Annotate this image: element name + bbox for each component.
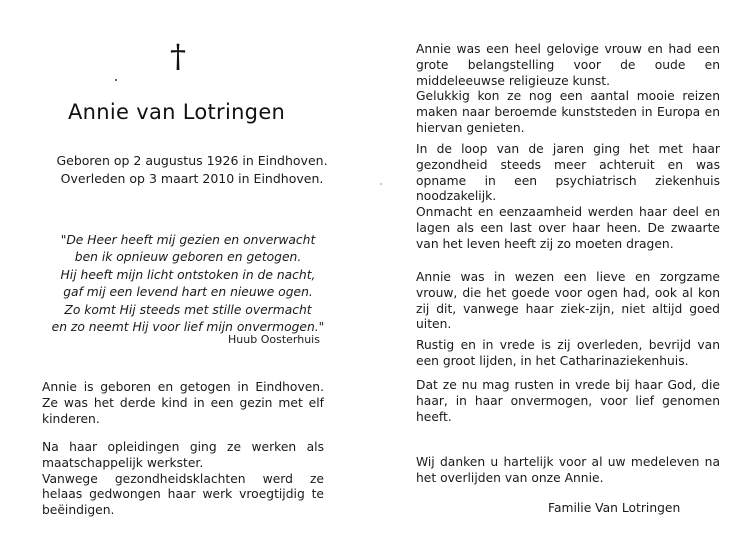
family-signature: Familie Van Lotringen bbox=[548, 501, 681, 515]
right-paragraph-1 bbox=[416, 42, 720, 137]
poem-line: "De Heer heeft mij gezien en onverwacht bbox=[60, 233, 316, 247]
right-paragraph-3 bbox=[416, 270, 720, 333]
right-paragraph-4 bbox=[416, 338, 720, 370]
right-text: Annie was een heel gelovige vrouw en had een grote belangstelling voor de oude en middeleeuwse religieuze kunst. bbox=[416, 42, 720, 88]
cross-icon: † bbox=[170, 37, 186, 75]
right-text: Gelukkig kon ze nog een aantal mooie reizen maken naar beroemde kunststeden in Europa en hiervan genieten. bbox=[416, 89, 720, 135]
biography-paragraph-1 bbox=[42, 380, 324, 427]
right-text: Dat ze nu mag rusten in vrede bij haar God, die haar, in haar onvermogen, voor lief genomen heeft. bbox=[416, 378, 720, 424]
right-text: Onmacht en eenzaamheid werden haar deel en lagen als een last over haar heen. De zwaarte van het leven heeft zij zo moeten dragen. bbox=[416, 205, 720, 251]
right-paragraph-6 bbox=[416, 455, 720, 487]
biography-paragraph-2 bbox=[42, 440, 324, 519]
bio-text: Annie is geboren en getogen in Eindhoven. Ze was het derde kind in een gezin met elf kinderen. bbox=[42, 380, 324, 426]
right-paragraph-2 bbox=[416, 142, 720, 253]
right-text: Annie was in wezen een lieve en zorgzame vrouw, die het goede voor ogen had, ook al kon zij dit, vanwege haar ziek-zijn, niet altijd goed uiten. bbox=[416, 270, 720, 332]
bio-text: Vanwege gezondheidsklachten werd ze helaas gedwongen haar werk vroegtijdig te beëindigen. bbox=[42, 471, 324, 518]
poem-author: Huub Oosterhuis bbox=[228, 333, 320, 346]
poem-line: ben ik opnieuw geboren en getogen. bbox=[74, 250, 302, 265]
poem-line: Hij heeft mijn licht ontstoken in de nacht, bbox=[60, 267, 316, 282]
birth-line: Geboren op 2 augustus 1926 in Eindhoven. bbox=[56, 153, 328, 168]
poem bbox=[40, 232, 336, 336]
right-text: Wij danken u hartelijk voor al uw medeleven na het overlijden van onze Annie. bbox=[416, 455, 720, 485]
poem-line: gaf mij een levend hart en nieuwe ogen. bbox=[63, 285, 313, 300]
speck-mark-right bbox=[380, 183, 382, 185]
right-text: Rustig en in vrede is zij overleden, bevrijd van een groot lijden, in het Catharinaziekenhuis. bbox=[416, 338, 720, 368]
bio-text: Na haar opleidingen ging ze werken als maatschappelijk werkster. bbox=[42, 440, 324, 470]
right-paragraph-5 bbox=[416, 378, 720, 425]
deceased-name: Annie van Lotringen bbox=[68, 100, 286, 124]
right-text: In de loop van de jaren ging het met haar gezondheid steeds meer achteruit en was opname in een psychiatrisch ziekenhuis noodzakelijk. bbox=[416, 142, 720, 204]
poem-line: Zo komt Hij steeds met stille overmacht bbox=[64, 302, 312, 317]
poem-line: en zo neemt Hij voor lief mijn onvermogen." bbox=[51, 320, 325, 335]
dates-block bbox=[42, 152, 342, 188]
death-line: Overleden op 3 maart 2010 in Eindhoven. bbox=[60, 171, 324, 186]
speck-mark bbox=[115, 79, 117, 81]
